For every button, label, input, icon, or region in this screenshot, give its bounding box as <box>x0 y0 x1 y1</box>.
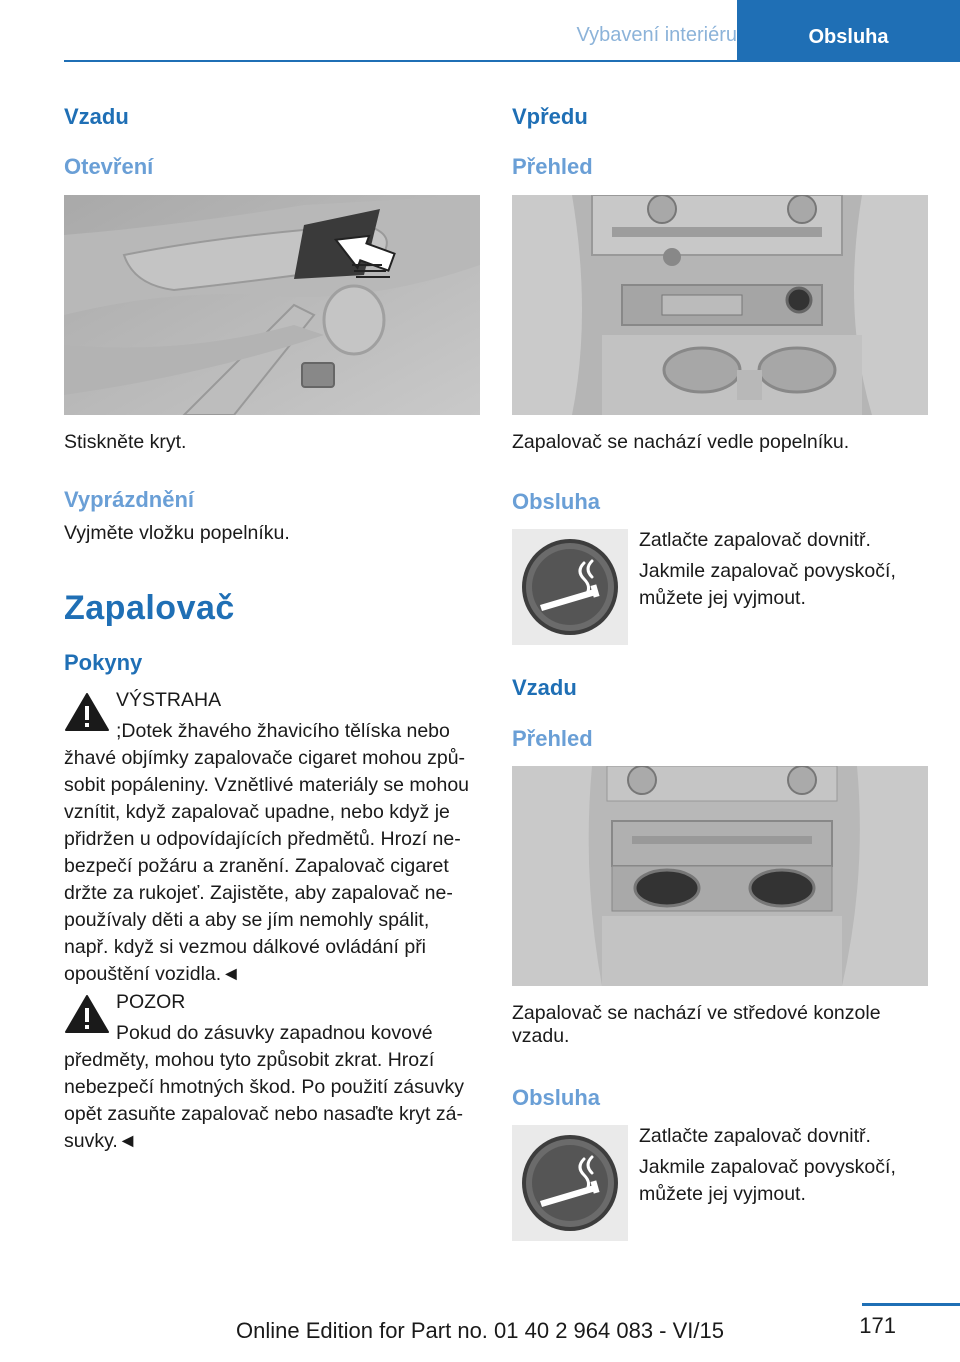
warning-line: držte za rukojeť. Zajistěte, aby zapalovač ne- <box>64 882 453 904</box>
op2-line1: Zatlačte zapalovač dovnitř. <box>639 1125 871 1147</box>
op2-line3: můžete jej vyjmout. <box>639 1183 806 1205</box>
heading-open: Otevření <box>64 154 154 179</box>
heading-operation-front: Obsluha <box>512 489 601 514</box>
heading-rear: Vzadu <box>64 104 129 129</box>
warning-line: vznítit, když zapalovač upadne, nebo když je <box>64 801 450 823</box>
op2-line2: Jakmile zapalovač povyskočí, <box>639 1156 896 1178</box>
front-caption: Zapalovač se nachází vedle popelníku. <box>512 431 850 453</box>
heading-notes: Pokyny <box>64 650 143 675</box>
warning-line: bezpečí požáru a zranění. Zapalovač cigaret <box>64 855 449 877</box>
caution-line: nebezpečí hmotných škod. Po použití zásuvky <box>64 1076 464 1098</box>
active-tab[interactable] <box>737 0 960 61</box>
warning-triangle-icon <box>64 994 110 1034</box>
caution-line: suvky.◄ <box>64 1130 138 1152</box>
caution-title: POZOR <box>116 991 186 1013</box>
rear-caption-line2: vzadu. <box>512 1025 570 1047</box>
warning-line: žhavé objímky zapalovače cigaret mohou způ- <box>64 747 466 769</box>
door-ashtray-photo <box>64 195 480 415</box>
footer-edition: Online Edition for Part no. 01 40 2 964 083 - VI/15 <box>236 1318 724 1343</box>
page-header <box>64 0 960 62</box>
warning-line: používaly děti a aby se jím nemohly spálit, <box>64 909 430 931</box>
op1-line2: Jakmile zapalovač povyskočí, <box>639 560 896 582</box>
empty-text: Vyjměte vložku popelníku. <box>64 522 290 544</box>
heading-front: Vpředu <box>512 104 588 129</box>
warning-triangle-icon <box>64 692 110 732</box>
caution-line: opět zasuňte zapalovač nebo nasaďte kryt zá- <box>64 1103 463 1125</box>
heading-overview-rear: Přehled <box>512 726 593 751</box>
warning-line: sobit popáleniny. Vznětlivé materiály se mohou <box>64 774 470 796</box>
caution-line: předměty, mohou tyto způsobit zkrat. Hrozí <box>64 1049 435 1071</box>
warning-title: VÝSTRAHA <box>116 689 222 711</box>
warning-line: opouštění vozidla.◄ <box>64 963 241 985</box>
active-tab-label: Obsluha <box>808 26 889 48</box>
press-cover-text: Stiskněte kryt. <box>64 431 187 453</box>
cigarette-lighter-icon <box>512 529 628 645</box>
op1-line1: Zatlačte zapalovač dovnitř. <box>639 529 871 551</box>
rear-console-photo <box>512 766 928 986</box>
op1-line3: můžete jej vyjmout. <box>639 587 806 609</box>
warning-line: přidržen u odpovídajících předmětů. Hrozí ne- <box>64 828 461 850</box>
footer-rule <box>862 1303 960 1306</box>
warning-line: např. když si vezmou dálkové ovládání při <box>64 936 427 958</box>
section-tab[interactable]: Vybavení interiéru <box>576 24 737 46</box>
header-rule <box>64 60 960 62</box>
warning-line: ;Dotek žhavého žhavicího tělíska nebo <box>116 720 450 742</box>
page-number: 171 <box>859 1313 896 1338</box>
rear-caption-line1: Zapalovač se nachází ve středové konzole <box>512 1002 881 1024</box>
heading-empty: Vyprázdnění <box>64 487 194 512</box>
caution-line: Pokud do zásuvky zapadnou kovové <box>116 1022 433 1044</box>
cigarette-lighter-icon <box>512 1125 628 1241</box>
front-console-photo <box>512 195 928 415</box>
heading-lighter: Zapalovač <box>64 589 235 627</box>
heading-operation-rear: Obsluha <box>512 1085 601 1110</box>
heading-rear-right: Vzadu <box>512 675 577 700</box>
heading-overview-front: Přehled <box>512 154 593 179</box>
